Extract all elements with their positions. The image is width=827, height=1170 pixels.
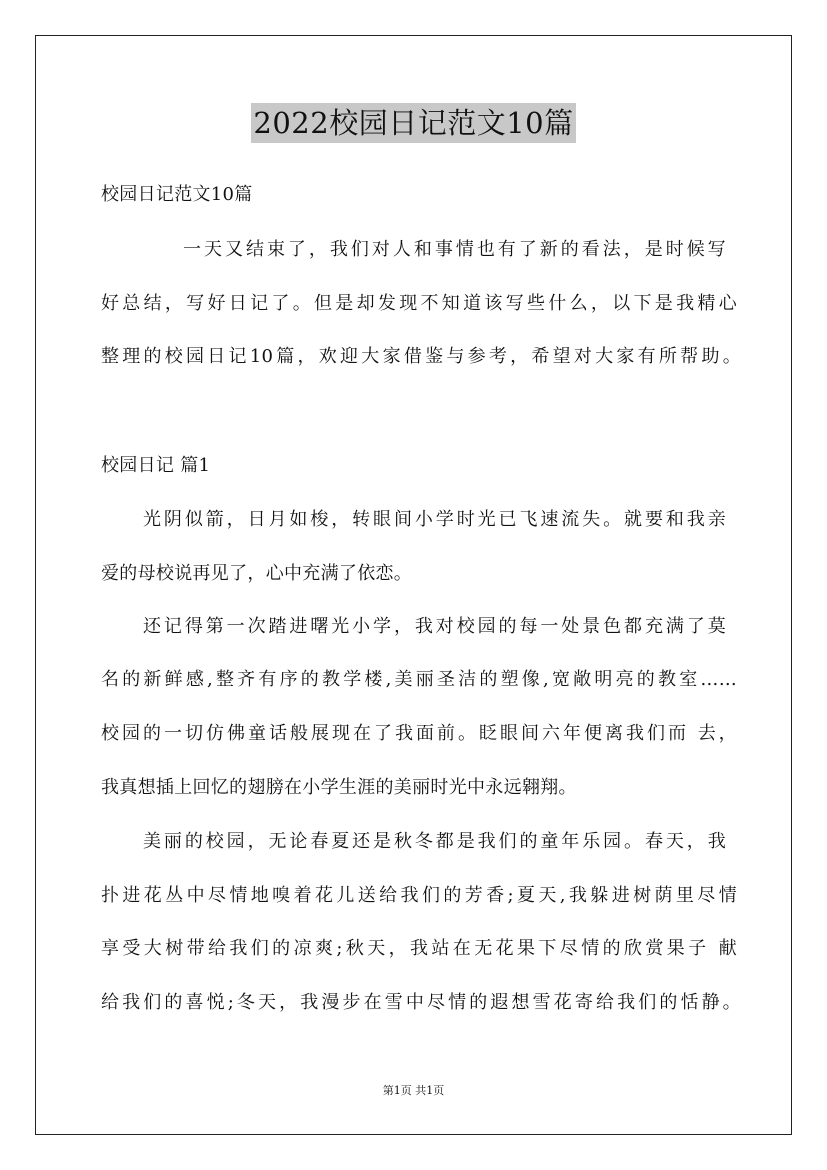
page-footer	[0, 1084, 827, 1098]
body-line-1: 光阴似箭，日月如梭，转眼间小学时光已飞速流失。就要和我亲	[143, 509, 726, 530]
intro-line-3: 整理的校园日记10篇，欢迎大家借鉴与参考，希望对大家有所帮助。	[101, 346, 741, 367]
document-subtitle: 校园日记范文10篇	[101, 184, 253, 205]
title-container	[0, 103, 827, 143]
body-line-6: 我真想插上回忆的翅膀在小学生涯的美丽时光中永远翱翔。	[101, 777, 577, 798]
intro-line-2: 好总结，写好日记了。但是却发现不知道该写些什么，以下是我精心	[101, 293, 737, 314]
body-line-5: 校园的一切仿佛童话般展现在了我面前。眨眼间六年便离我们而 去，	[101, 723, 737, 744]
section-heading: 校园日记 篇1	[101, 455, 211, 476]
document-title: 2022校园日记范文10篇	[251, 103, 575, 143]
body-line-2: 爱的母校说再见了，心中充满了依恋。	[101, 563, 413, 584]
page-number-label: 第1页 共1页	[382, 1084, 445, 1097]
body-line-4: 名的新鲜感,整齐有序的教学楼,美丽圣洁的塑像,宽敞明亮的教室……	[101, 669, 737, 690]
body-line-10: 给我们的喜悦;冬天，我漫步在雪中尽情的遐想雪花寄给我们的恬静。	[101, 992, 741, 1013]
body-line-7: 美丽的校园，无论春夏还是秋冬都是我们的童年乐园。春天，我	[143, 831, 726, 852]
body-line-9: 享受大树带给我们的凉爽;秋天，我站在无花果下尽情的欣赏果子 献	[101, 938, 737, 959]
body-line-8: 扑进花丛中尽情地嗅着花儿送给我们的芳香;夏天,我躲进树荫里尽情	[101, 885, 737, 906]
intro-line-1: 一天又结束了，我们对人和事情也有了新的看法，是时候写	[183, 239, 726, 260]
body-line-3: 还记得第一次踏进曙光小学，我对校园的每一处景色都充满了莫	[143, 616, 726, 637]
